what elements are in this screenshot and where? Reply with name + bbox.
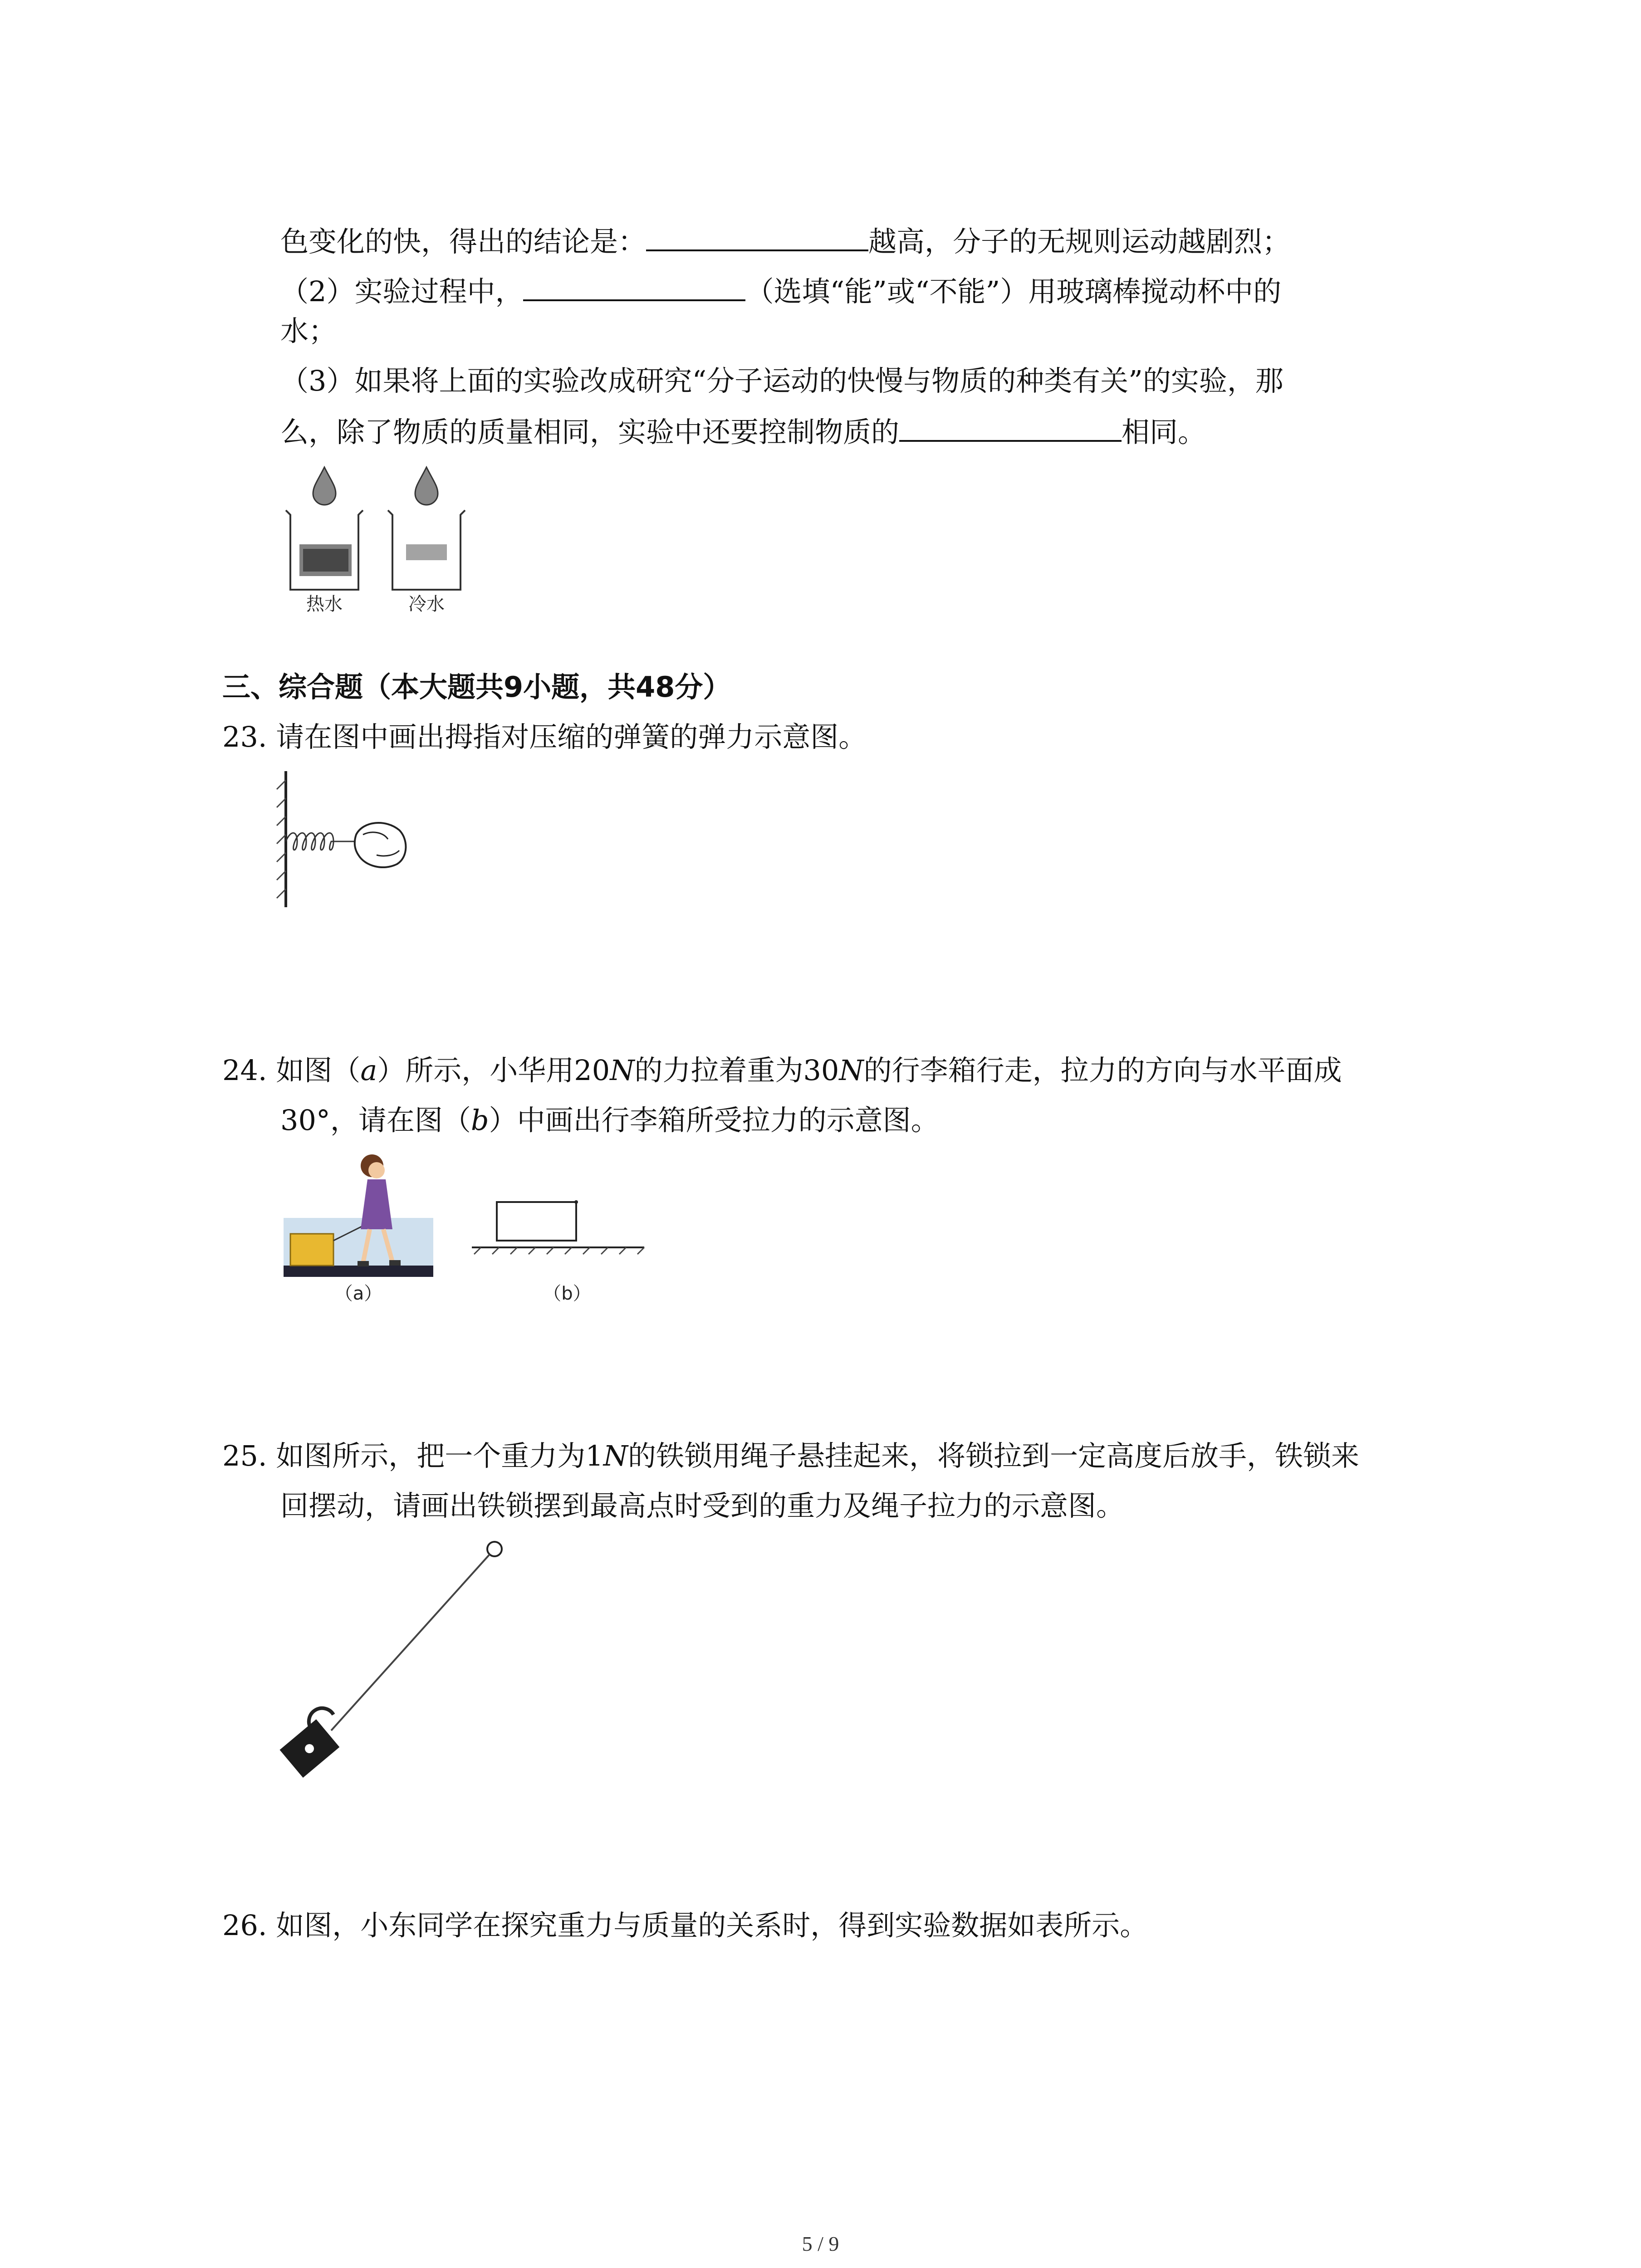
hot-water-label: 热水 [306, 594, 343, 615]
question-24-line-1 [222, 1052, 1342, 1089]
q22-text: （3）如果将上面的实验改成研究“分子运动的快慢与物质的种类有关”的实验，那 [280, 364, 1283, 397]
caption-a: （a） [334, 1283, 382, 1304]
drop-icon [313, 467, 336, 505]
q22-line-2 [280, 272, 1281, 310]
q25-text: 25. 如图所示，把一个重力为1 [222, 1439, 603, 1472]
q24-text: 24. 如图（ [222, 1054, 361, 1087]
drop-icon [415, 467, 438, 505]
q25-unit: N [603, 1439, 628, 1472]
answer-blank-2[interactable] [523, 272, 745, 301]
q24-unit: N [610, 1054, 635, 1087]
q25-text: 的铁锁用绳子悬挂起来，将锁拉到一定高度后放手，铁锁来 [628, 1439, 1360, 1472]
hot-beaker [286, 510, 363, 590]
q24-var: a [360, 1054, 377, 1087]
pivot-point [487, 1542, 502, 1556]
q22-text: 么，除了物质的质量相同，实验中还要控制物质的 [280, 415, 900, 449]
q22-text: 相同。 [1122, 415, 1206, 449]
pendulum-figure [277, 1533, 513, 1778]
q24-var: b [470, 1104, 489, 1137]
cold-water-label: 冷水 [408, 594, 445, 615]
page-number: 5 / 9 [802, 2232, 839, 2255]
suitcase-icon [290, 1234, 333, 1266]
q22-text: （2）实验过程中， [280, 275, 524, 308]
q22-text: 色变化的快，得出的结论是： [280, 225, 647, 258]
answer-blank-1[interactable] [646, 222, 868, 251]
q22-text: 越高，分子的无规则运动越剧烈； [868, 225, 1291, 258]
caption-b: （b） [543, 1283, 591, 1304]
q22-text: 水； [280, 314, 337, 347]
box [497, 1202, 576, 1241]
q24-text: 的行李箱行走，拉力的方向与水平面成 [863, 1054, 1342, 1087]
section-heading: 三、综合题（本大题共9小题，共48分） [222, 670, 731, 704]
question-24-line-2 [280, 1102, 939, 1139]
q24-text: ）中画出行李箱所受拉力的示意图。 [489, 1104, 939, 1137]
q24-text: 30°，请在图（ [280, 1104, 471, 1137]
answer-blank-3[interactable] [899, 413, 1122, 442]
cold-beaker [388, 510, 465, 590]
q24-text: 的力拉着重为30 [634, 1054, 839, 1087]
q22-line-5 [280, 413, 1206, 450]
q22-text: （选填“能”或“不能”）用玻璃棒搅动杯中的 [745, 275, 1282, 308]
q22-line-1 [280, 222, 1290, 260]
spring [286, 833, 358, 850]
beakers-figure [281, 458, 472, 621]
spring-figure [272, 767, 426, 912]
q22-line-4 [280, 363, 1283, 399]
q22-line-3 [280, 313, 337, 349]
luggage-figure [281, 1143, 653, 1306]
question-25-line-2: 回摆动，请画出铁锁摆到最高点时受到的重力及绳子拉力的示意图。 [280, 1489, 1125, 1522]
question-25-line-1 [222, 1438, 1359, 1474]
lock-icon [279, 1708, 339, 1778]
q24-text: ）所示，小华用20 [377, 1054, 610, 1087]
question-23: 23. 请在图中画出拇指对压缩的弹簧的弹力示意图。 [222, 720, 867, 753]
rope [331, 1554, 490, 1730]
q24-unit: N [839, 1054, 864, 1087]
thumb-icon [355, 823, 406, 867]
figure-b [472, 1200, 644, 1254]
question-26: 26. 如图，小东同学在探究重力与质量的关系时，得到实验数据如表所示。 [222, 1909, 1148, 1942]
figure-a [284, 1154, 433, 1277]
